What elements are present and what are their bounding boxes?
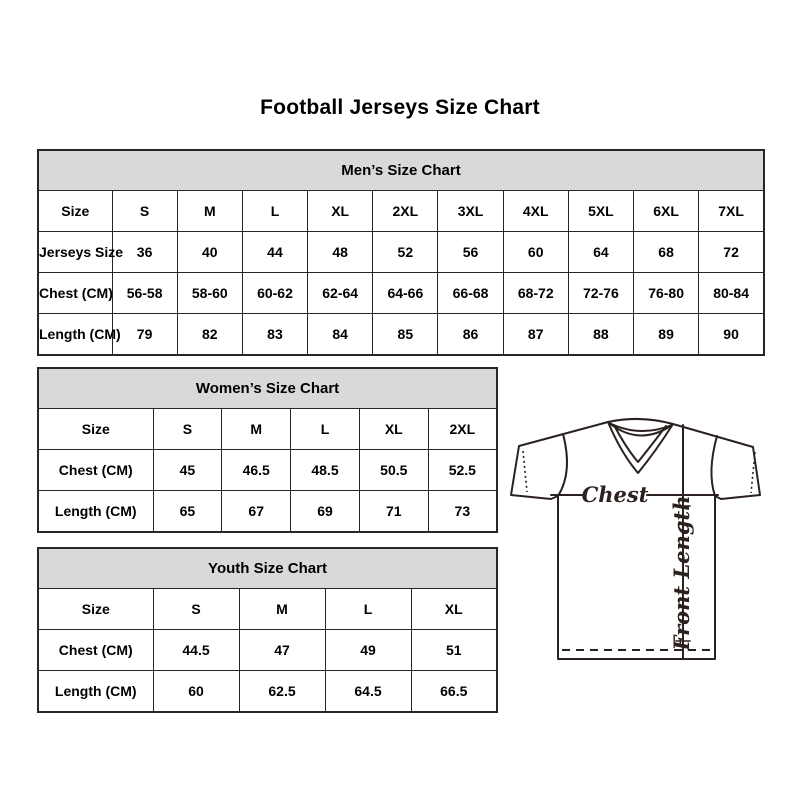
row-label-cell: Length (CM) xyxy=(38,671,153,713)
size-value-cell: 72-76 xyxy=(568,273,633,314)
table-row xyxy=(38,630,497,671)
page-title: Football Jerseys Size Chart xyxy=(260,96,540,119)
size-value-cell: S xyxy=(153,589,239,630)
size-value-cell: 2XL xyxy=(373,191,438,232)
size-value-cell: 89 xyxy=(634,314,699,356)
size-value-cell: 49 xyxy=(325,630,411,671)
size-value-cell: 68 xyxy=(634,232,699,273)
table-title: Men’s Size Chart xyxy=(38,150,764,191)
size-value-cell: 84 xyxy=(308,314,373,356)
size-value-cell: 71 xyxy=(359,491,428,533)
jersey-diagram-icon xyxy=(505,398,775,668)
size-value-cell: 45 xyxy=(153,450,222,491)
table-row xyxy=(38,273,764,314)
size-value-cell: 5XL xyxy=(568,191,633,232)
row-label-cell: Jerseys Size xyxy=(38,232,112,273)
size-value-cell: 48.5 xyxy=(291,450,360,491)
size-value-cell: 50.5 xyxy=(359,450,428,491)
size-value-cell: XL xyxy=(308,191,373,232)
size-value-cell: 60 xyxy=(503,232,568,273)
size-value-cell: M xyxy=(239,589,325,630)
womens-size-table xyxy=(37,367,498,533)
row-label-cell: Chest (CM) xyxy=(38,630,153,671)
row-label-cell: Size xyxy=(38,409,153,450)
size-value-cell: 64.5 xyxy=(325,671,411,713)
size-value-cell: 2XL xyxy=(428,409,497,450)
size-value-cell: 52.5 xyxy=(428,450,497,491)
size-value-cell: 56-58 xyxy=(112,273,177,314)
size-value-cell: L xyxy=(242,191,307,232)
size-value-cell: 4XL xyxy=(503,191,568,232)
table-header-row xyxy=(38,368,497,409)
size-value-cell: 51 xyxy=(411,630,497,671)
size-value-cell: 86 xyxy=(438,314,503,356)
size-value-cell: 73 xyxy=(428,491,497,533)
row-label-cell: Length (CM) xyxy=(38,314,112,356)
right-sleeve-seam xyxy=(711,436,717,496)
size-value-cell: 40 xyxy=(177,232,242,273)
size-value-cell: 88 xyxy=(568,314,633,356)
size-value-cell: 36 xyxy=(112,232,177,273)
size-value-cell: 62-64 xyxy=(308,273,373,314)
left-cuff-dotted-line xyxy=(523,451,527,492)
size-value-cell: 64-66 xyxy=(373,273,438,314)
table-row xyxy=(38,409,497,450)
size-value-cell: 44.5 xyxy=(153,630,239,671)
size-value-cell: S xyxy=(112,191,177,232)
size-value-cell: 3XL xyxy=(438,191,503,232)
size-value-cell: 60-62 xyxy=(242,273,307,314)
table-title: Women’s Size Chart xyxy=(38,368,497,409)
size-value-cell: 47 xyxy=(239,630,325,671)
size-value-cell: 62.5 xyxy=(239,671,325,713)
chest-label: Chest xyxy=(581,482,649,507)
size-value-cell: 58-60 xyxy=(177,273,242,314)
right-cuff-dotted-line xyxy=(751,452,755,493)
youth-size-table xyxy=(37,547,498,713)
front-length-label: Front Length xyxy=(669,495,694,651)
size-value-cell: M xyxy=(177,191,242,232)
size-value-cell: 87 xyxy=(503,314,568,356)
size-value-cell: 66-68 xyxy=(438,273,503,314)
size-value-cell: L xyxy=(291,409,360,450)
table-row xyxy=(38,191,764,232)
size-value-cell: 7XL xyxy=(699,191,764,232)
size-value-cell: 80-84 xyxy=(699,273,764,314)
table-title: Youth Size Chart xyxy=(38,548,497,589)
table-header-row xyxy=(38,150,764,191)
row-label-cell: Chest (CM) xyxy=(38,273,112,314)
row-label-cell: Length (CM) xyxy=(38,491,153,533)
size-value-cell: 64 xyxy=(568,232,633,273)
size-value-cell: 48 xyxy=(308,232,373,273)
size-value-cell: 85 xyxy=(373,314,438,356)
size-value-cell: 76-80 xyxy=(634,273,699,314)
size-value-cell: 56 xyxy=(438,232,503,273)
size-value-cell: 69 xyxy=(291,491,360,533)
size-value-cell: S xyxy=(153,409,222,450)
size-value-cell: 72 xyxy=(699,232,764,273)
size-value-cell: 60 xyxy=(153,671,239,713)
size-value-cell: 67 xyxy=(222,491,291,533)
table-row xyxy=(38,589,497,630)
size-value-cell: 44 xyxy=(242,232,307,273)
size-value-cell: 90 xyxy=(699,314,764,356)
size-value-cell: 52 xyxy=(373,232,438,273)
jersey-measurement-diagram xyxy=(505,398,775,668)
size-value-cell: 66.5 xyxy=(411,671,497,713)
table-row xyxy=(38,450,497,491)
table-row xyxy=(38,232,764,273)
row-label-cell: Size xyxy=(38,191,112,232)
row-label-cell: Size xyxy=(38,589,153,630)
size-value-cell: 83 xyxy=(242,314,307,356)
table-row xyxy=(38,671,497,713)
size-value-cell: XL xyxy=(359,409,428,450)
left-sleeve-seam xyxy=(558,434,567,496)
size-value-cell: 68-72 xyxy=(503,273,568,314)
size-value-cell: 6XL xyxy=(634,191,699,232)
size-value-cell: 65 xyxy=(153,491,222,533)
size-value-cell: XL xyxy=(411,589,497,630)
table-header-row xyxy=(38,548,497,589)
size-value-cell: 79 xyxy=(112,314,177,356)
mens-size-table xyxy=(37,149,765,356)
table-row xyxy=(38,491,497,533)
size-value-cell: 82 xyxy=(177,314,242,356)
row-label-cell: Chest (CM) xyxy=(38,450,153,491)
jersey-outline xyxy=(511,419,760,659)
size-value-cell: L xyxy=(325,589,411,630)
table-row xyxy=(38,314,764,356)
size-value-cell: M xyxy=(222,409,291,450)
size-value-cell: 46.5 xyxy=(222,450,291,491)
